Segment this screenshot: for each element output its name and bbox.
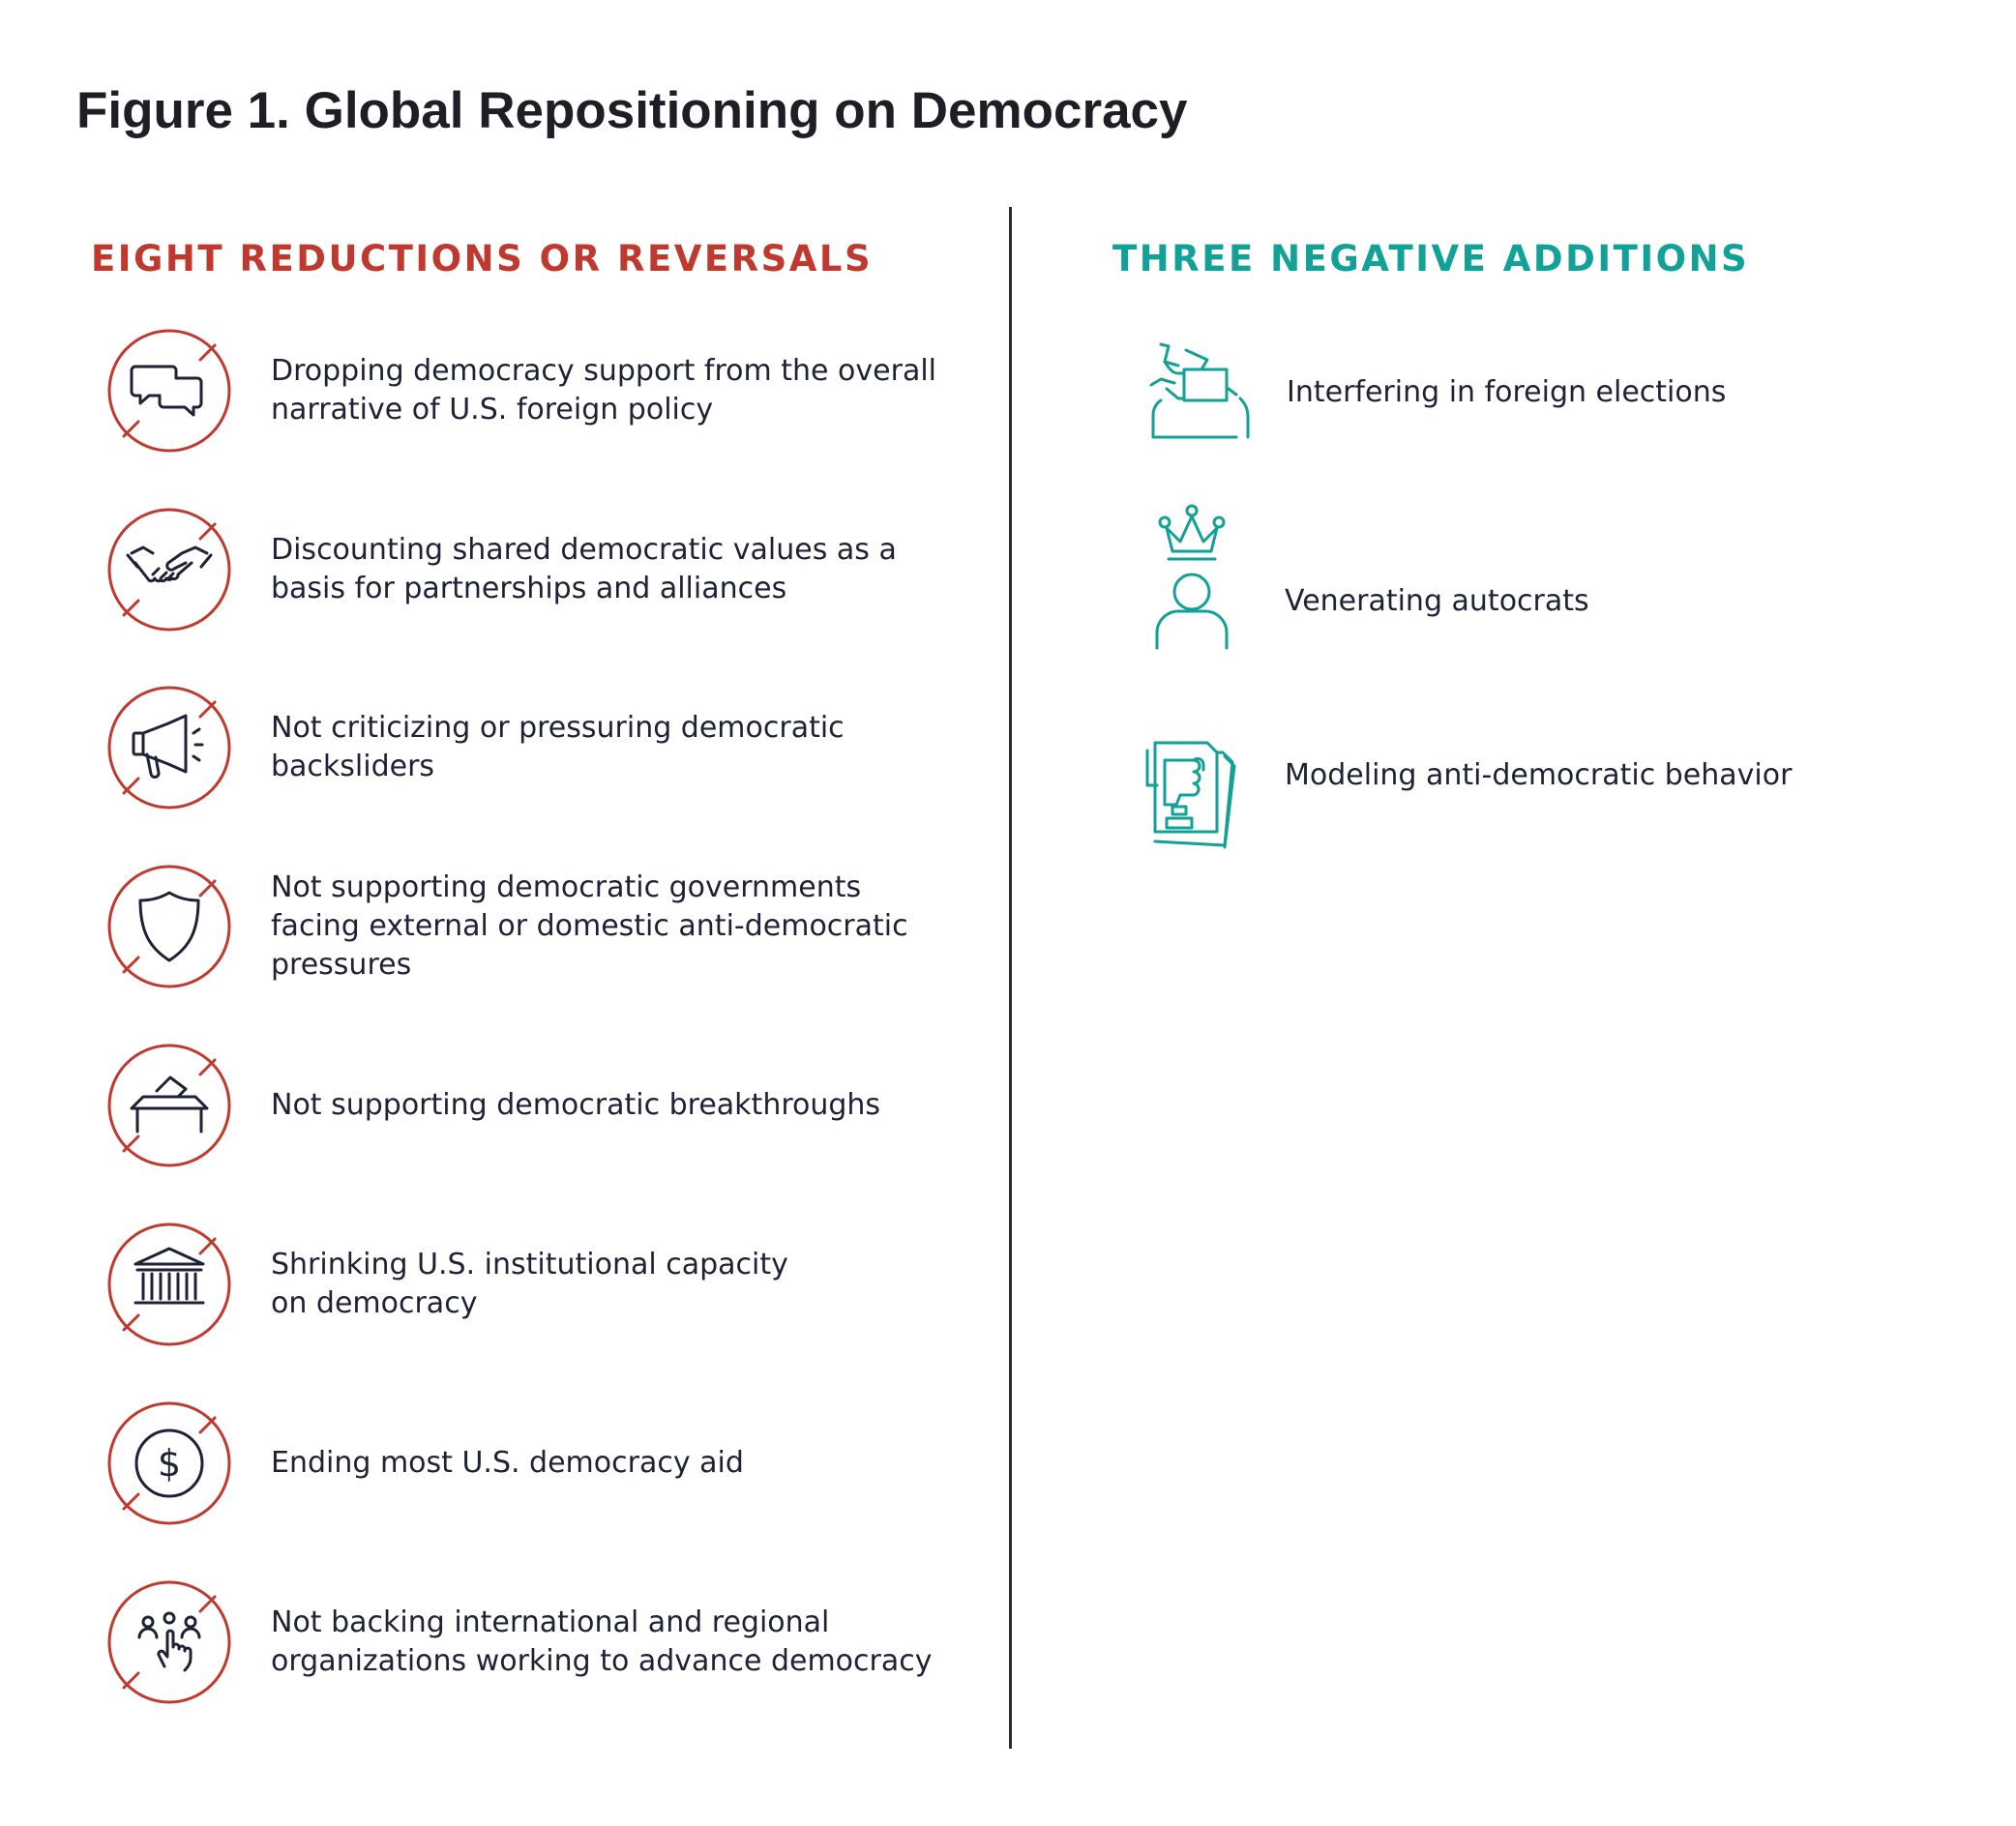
reduction-item — [106, 1222, 977, 1347]
reduction-item — [106, 864, 977, 989]
reduction-item — [106, 685, 977, 810]
reduction-text: Not supporting democratic breakthroughs — [271, 1088, 881, 1122]
reduction-item — [106, 1579, 977, 1705]
ballot-box-icon — [106, 1043, 232, 1168]
reduction-text: Not backing international and regional organizations working to advance democracy — [271, 1605, 933, 1678]
reduction-text: Not criticizing or pressuring democratic backsliders — [271, 711, 845, 783]
dollar-coin-icon — [106, 1400, 232, 1526]
group-pointing-hand-icon — [106, 1579, 232, 1705]
reduction-item — [106, 1043, 977, 1168]
reduction-text: Discounting shared democratic values as a basis for partnerships and alliances — [271, 533, 897, 605]
reduction-text: Dropping democracy support from the overall narrative of U.S. foreign policy — [271, 354, 937, 427]
fist-document-stamp-icon — [1143, 735, 1250, 851]
reduction-item — [106, 507, 977, 633]
reduction-item — [106, 1400, 977, 1526]
figure-title: Figure 1. Global Repositioning on Democracy — [76, 82, 1188, 139]
reductions-heading: EIGHT REDUCTIONS OR REVERSALS — [91, 238, 874, 280]
reduction-text: Not supporting democratic governments facing external or domestic anti-democratic pressures — [271, 870, 908, 982]
reduction-text: Ending most U.S. democracy aid — [271, 1446, 744, 1480]
hand-ballot-interference-icon — [1147, 340, 1254, 441]
reduction-text: Shrinking U.S. institutional capacity on democracy — [271, 1248, 788, 1320]
reduction-item — [106, 328, 977, 454]
additions-heading: THREE NEGATIVE ADDITIONS — [1112, 238, 1750, 280]
speech-bubbles-icon — [106, 328, 232, 454]
shield-icon — [106, 864, 232, 989]
addition-text: Modeling anti-democratic behavior — [1285, 758, 1793, 792]
svg-text:$: $ — [157, 1442, 182, 1485]
column-divider — [1009, 207, 1012, 1749]
crowned-person-icon — [1153, 503, 1230, 650]
handshake-icon — [106, 507, 232, 633]
addition-text: Venerating autocrats — [1285, 584, 1589, 618]
addition-text: Interfering in foreign elections — [1287, 375, 1727, 409]
institution-building-icon — [106, 1222, 232, 1347]
megaphone-icon — [106, 685, 232, 810]
